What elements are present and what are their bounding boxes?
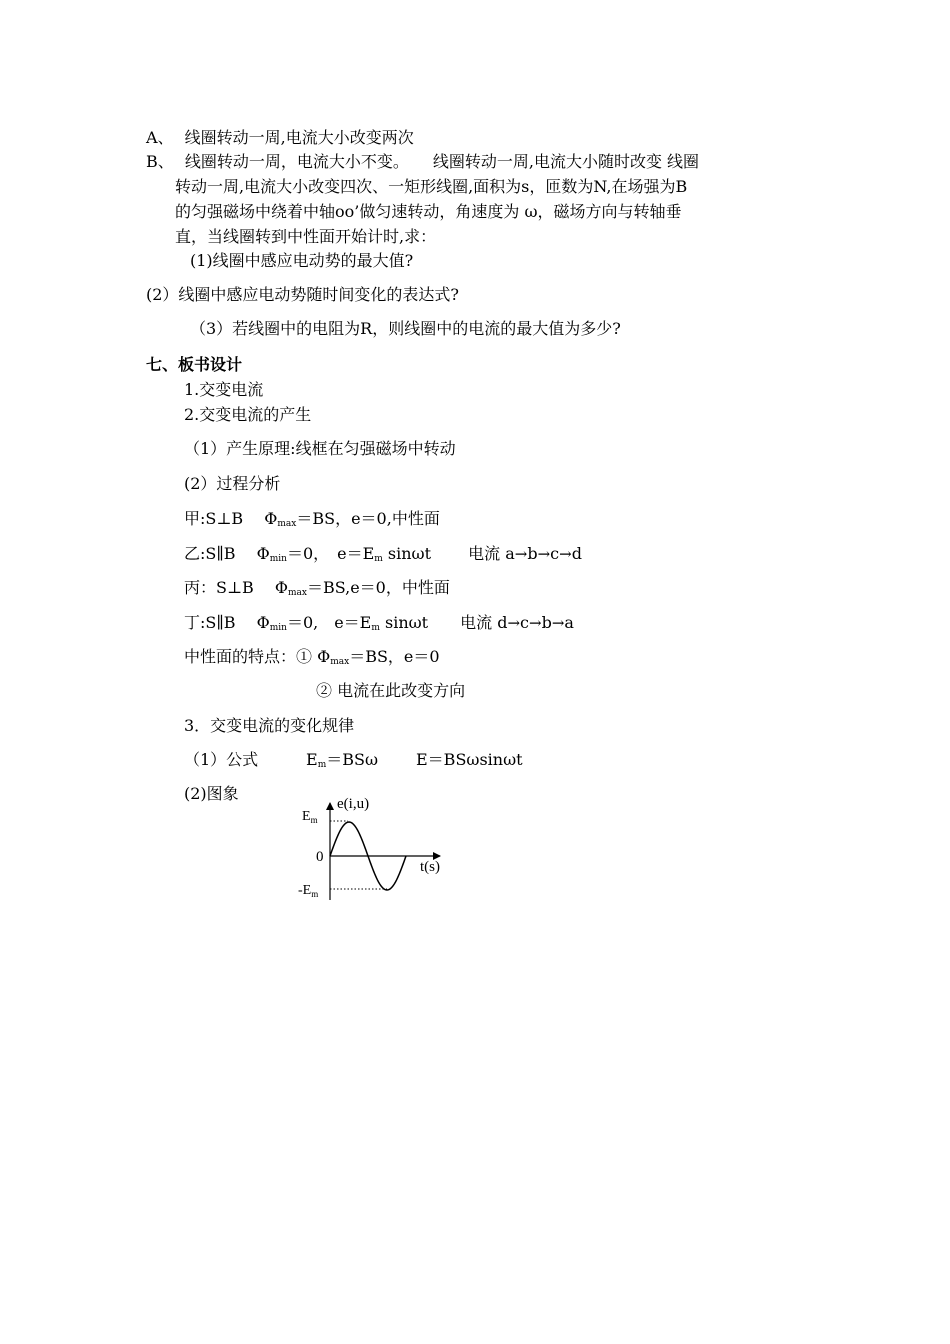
question-1: (1)线圈中感应电动势的最大值?	[190, 251, 414, 270]
option-b-line-3: 的匀强磁场中绕着中轴oo’做匀速转动，角速度为 ω，磁场方向与转轴垂	[175, 202, 682, 221]
process-yi	[184, 543, 582, 570]
arrow-icon: →	[537, 545, 551, 563]
yi-point-c: c	[550, 544, 560, 563]
neutral-text-2: ＝BS，e＝0	[349, 647, 440, 666]
item-1: 1.交变电流	[184, 380, 264, 399]
ding-point-a: a	[564, 613, 574, 632]
item-2: 2.交变电流的产生	[184, 405, 312, 424]
zero-label: 0	[316, 849, 324, 865]
ding-text-2: ＝0, e＝E	[286, 613, 372, 632]
neg-em-label-text: -E	[298, 883, 312, 898]
em-label	[302, 809, 318, 825]
arrow-icon: →	[514, 545, 528, 563]
question-3: （3）若线圈中的电阻为R，则线圈中的电流的最大值为多少?	[190, 319, 621, 338]
yi-subscript-2: m	[374, 554, 383, 564]
ding-point-b: b	[541, 613, 552, 632]
option-a-text: 线圈转动一周,电流大小改变两次	[184, 128, 414, 147]
em-label-subscript: m	[310, 815, 318, 825]
neg-em-label	[298, 883, 318, 899]
question-2: (2）线圈中感应电动势随时间变化的表达式?	[146, 285, 460, 304]
sub-item-2: (2）过程分析	[184, 474, 281, 493]
arrow-icon: →	[551, 614, 565, 632]
neutral-plane-feature-2: ② 电流在此改变方向	[316, 681, 466, 700]
arrow-icon: →	[528, 614, 542, 632]
yi-point-d: d	[571, 544, 582, 563]
x-axis-label: t(s)	[420, 859, 440, 875]
sine-graph	[290, 790, 460, 910]
option-b-text: 线圈转动一周，电流大小不变。 线圈转动一周,电流大小随时改变 线圈	[184, 152, 700, 171]
ding-subscript: min	[269, 623, 287, 633]
sub-item-1: （1）产生原理:线框在匀强磁场中转动	[184, 439, 456, 458]
bing-text-1: 丙：S⊥B Φ	[184, 578, 288, 597]
formula-max-subscript: m	[317, 760, 327, 770]
neutral-plane-features	[184, 646, 440, 673]
section-heading: 七、板书设计	[146, 355, 243, 374]
option-a	[146, 127, 414, 149]
law-heading: 3．交变电流的变化规律	[184, 716, 355, 735]
option-b	[146, 151, 699, 173]
neutral-subscript: max	[330, 657, 350, 667]
jia-subscript: max	[277, 519, 297, 529]
yi-text-2: ＝0， e＝E	[286, 544, 375, 563]
yi-point-b: b	[527, 544, 538, 563]
option-b-line-4: 直，当线圈转到中性面开始计时,求：	[175, 227, 437, 246]
bing-subscript: max	[287, 588, 307, 598]
jia-text-1: 甲:S⊥B Φ	[184, 509, 278, 528]
process-bing	[184, 577, 450, 604]
jia-text-2: ＝BS，e＝0,中性面	[296, 509, 440, 528]
neutral-text-1: 中性面的特点：① Φ	[184, 647, 331, 666]
yi-subscript: min	[269, 554, 287, 564]
ding-text-1: 丁:S∥B Φ	[184, 613, 270, 632]
formula-instant: E＝BSωsinωt	[416, 750, 523, 769]
arrow-icon: →	[559, 545, 572, 563]
arrow-icon: →	[507, 614, 521, 632]
formula-max-rest: ＝BSω	[326, 750, 379, 769]
ding-subscript-2: m	[371, 623, 380, 633]
yi-text-3: sinωt 电流 a	[382, 544, 515, 563]
neg-em-label-subscript: m	[311, 889, 319, 899]
yi-text-1: 乙:S∥B Φ	[184, 544, 270, 563]
graph-label: (2)图象	[184, 784, 239, 803]
bing-text-2: ＝BS,e＝0，中性面	[306, 578, 450, 597]
law-formula-label: （1）公式	[184, 750, 259, 769]
y-axis-label: e(i,u)	[337, 796, 370, 812]
option-a-letter: A、	[146, 128, 174, 147]
process-ding	[184, 612, 574, 639]
ding-text-3: sinωt 电流 d	[379, 613, 508, 632]
option-b-line-2: 转动一周,电流大小改变四次、一矩形线圈,面积为s，匝数为N,在场强为B	[175, 177, 688, 196]
formula-max-e: E	[306, 750, 318, 769]
option-b-letter: B、	[146, 152, 174, 171]
ding-point-c: c	[520, 613, 529, 632]
formula-max	[306, 749, 378, 776]
em-label-text: E	[302, 809, 311, 824]
process-jia	[184, 508, 440, 535]
